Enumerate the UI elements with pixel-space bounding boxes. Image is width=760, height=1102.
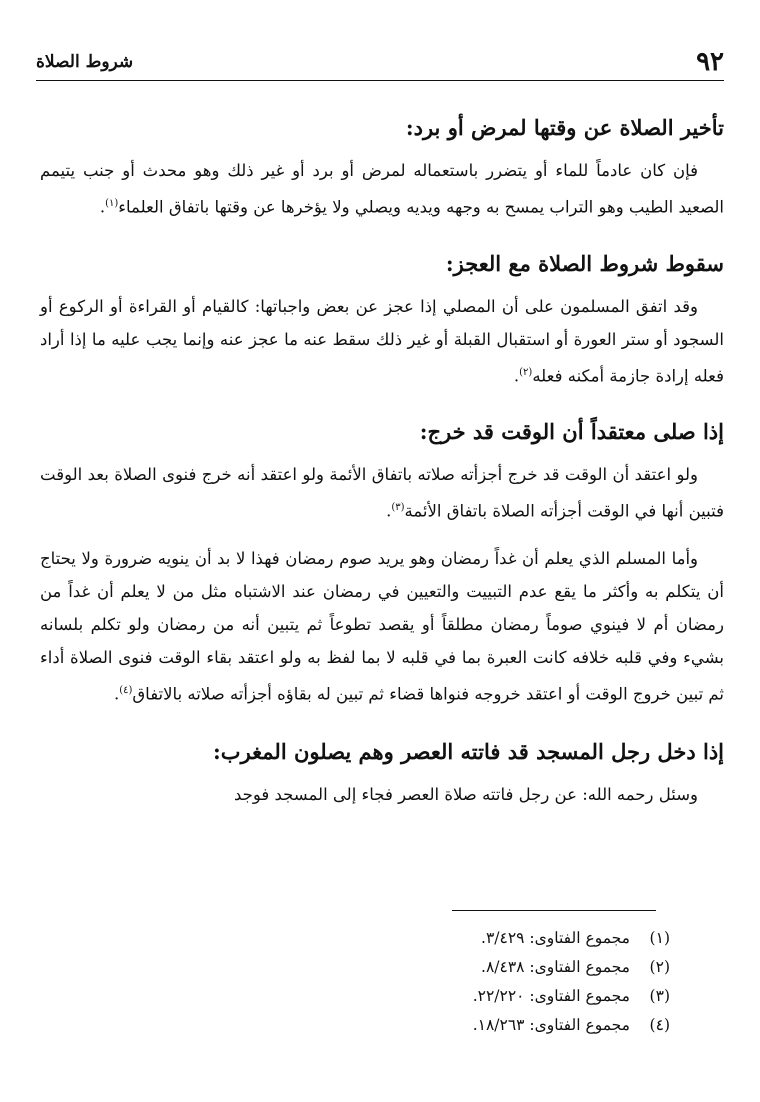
footnote-ref: (٤) [119,684,133,696]
paragraph: فإن كان عادماً للماء أو يتضرر باستعماله لمرض أو برد أو غير ذلك وهو محدث أو جنب يتيمم الصعيد الطيب وهو التراب يمسح به وجهه ويديه ويصلي ولا يؤخرها عن وقتها باتفاق العلماء$^{(١)}$. [40,161,724,217]
footnote-item: (٢)مجموع الفتاوى: ٨/٤٣٨. [481,958,670,976]
footnote-ref: (٣) [391,502,405,513]
footnote-item: (١)مجموع الفتاوى: ٣/٤٢٩. [481,929,670,947]
page-number: ٩٢ [696,47,724,77]
section-time-belief [40,412,724,710]
section-missed-asr [40,732,724,811]
section-delaying-prayer [40,108,724,224]
section-heading: تأخير الصلاة عن وقتها لمرض أو برد: [405,115,724,140]
paragraph: وأما المسلم الذي يعلم أن غداً رمضان وهو يريد صوم رمضان فهذا لا بد أن ينويه ضرورة ولا يحتاج أن يتكلم به وأكثر ما يقع عدم التبييت والتعيين في رمضان عند الاشتباه مثل من لا يعلم أن غداً من رمضان أم لا فينوي صوماً رمضان مطلقاً أو يقصد تطوعاً ثم يتبين أنه من رمضان ولو تكلم بلسانه بشيء وفي قلبه خلافه كانت العبرة بما في قلبه لا بما لفظ به ولو اعتقد بقاء الوقت فنوى الصلاة أداء ثم تبين خروج الوقت أو اعتقد خروجه فنواها قضاء ثم تبين له بقاؤه أجزأته صلاته بالاتفاق$^{(٤)}$. [40,548,724,703]
paragraph: ولو اعتقد أن الوقت قد خرج أجزأته صلاته باتفاق الأئمة ولو اعتقد أنه خرج فنوى الصلاة بعد الوقت فتبين أنها في الوقت أجزأته الصلاة باتفاق الأئمة$^{(٣)}$. [40,465,724,521]
footnote-ref: (٢) [519,366,533,378]
section-heading: إذا صلى معتقداً أن الوقت قد خرج: [419,419,724,444]
running-title: شروط الصلاة [36,52,134,72]
footnotes [473,924,670,1040]
section-conditions-waived [40,244,724,393]
footnote-item: (٣)مجموع الفتاوى: ٢٢/٢٢٠. [472,987,670,1005]
page-body [40,108,724,811]
section-heading: إذا دخل رجل المسجد قد فاتته العصر وهم يصلون المغرب: [213,739,724,764]
paragraph: وسئل رحمه الله: عن رجل فاتته صلاة العصر فجاء إلى المسجد فوجد [233,785,698,804]
footnote-divider [452,910,656,911]
footnote-item: (٤)مجموع الفتاوى: ١٨/٢٦٣. [472,1016,670,1034]
footnote-ref: (١) [105,198,119,209]
section-heading: سقوط شروط الصلاة مع العجز: [445,250,724,276]
running-head [36,44,724,81]
paragraph: وقد اتفق المسلمون على أن المصلي إذا عجز عن بعض واجباتها: كالقيام أو القراءة أو الركوع أو السجود أو ستر العورة أو استقبال القبلة أو غير ذلك سقط عنه ما عجز عنه وإنما يجب عليه ما إذا أراد فعله إرادة جازمة أمكنه فعله$^{(٢)}$. [40,296,724,385]
